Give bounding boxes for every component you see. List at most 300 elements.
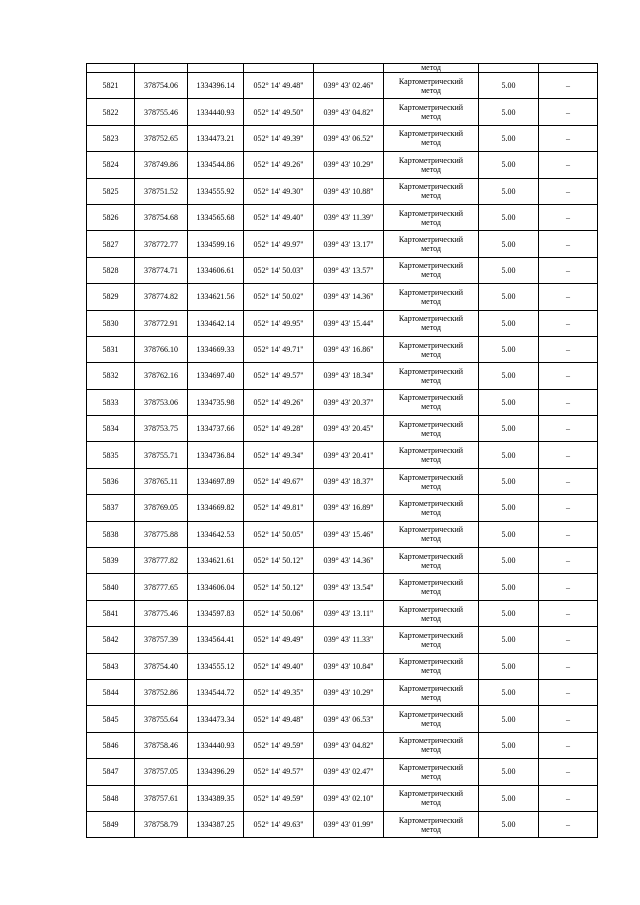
- cell-longitude: 039° 43' 14.36": [314, 284, 384, 310]
- coordinates-table: [86, 63, 598, 838]
- cell-longitude: 039° 43' 20.41": [314, 442, 384, 468]
- method-text-line2: метод: [421, 375, 441, 385]
- method-text-line2: метод: [421, 402, 441, 412]
- cell-x: 378753.06: [135, 389, 188, 415]
- cell-point-number: 5823: [87, 125, 135, 151]
- cell-point-number: 5840: [87, 574, 135, 600]
- cell-longitude: 039° 43' 14.36": [314, 548, 384, 574]
- cell-latitude: 052° 14' 49.48": [244, 706, 314, 732]
- method-text-line1: Картометрический: [398, 815, 464, 825]
- cell-description: –: [539, 548, 598, 574]
- cell-x: 378754.68: [135, 204, 188, 230]
- cell-description: –: [539, 759, 598, 785]
- cell-x: 378752.86: [135, 679, 188, 705]
- cell-latitude: 052° 14' 50.02": [244, 284, 314, 310]
- cell-accuracy: 5.00: [479, 521, 539, 547]
- cell-description: –: [539, 125, 598, 151]
- table-row: [87, 574, 598, 600]
- cell-latitude: 052° 14' 49.50": [244, 99, 314, 125]
- cell-accuracy: 5.00: [479, 811, 539, 837]
- cell-accuracy: 5.00: [479, 706, 539, 732]
- cell-longitude: 039° 43' 02.47": [314, 759, 384, 785]
- cell-y: 1334396.14: [188, 73, 244, 99]
- cell-x: 378751.52: [135, 178, 188, 204]
- cell-accuracy: 5.00: [479, 99, 539, 125]
- cell-x: 378755.46: [135, 99, 188, 125]
- method-text-line2: метод: [421, 63, 441, 72]
- cell-y: 1334737.66: [188, 416, 244, 442]
- method-text-line2: метод: [421, 191, 441, 201]
- cell-accuracy: 5.00: [479, 759, 539, 785]
- method-text-line2: метод: [421, 824, 441, 834]
- cell-point-number: 5831: [87, 336, 135, 362]
- cell-accuracy: 5.00: [479, 495, 539, 521]
- cell-x: 378777.65: [135, 574, 188, 600]
- cell-latitude: 052° 14' 49.35": [244, 679, 314, 705]
- cell-latitude: 052° 14' 49.97": [244, 231, 314, 257]
- cell-point-number: 5825: [87, 178, 135, 204]
- cell-latitude: 052° 14' 50.06": [244, 600, 314, 626]
- cell-x: 378758.46: [135, 732, 188, 758]
- cell-latitude: 052° 14' 49.30": [244, 178, 314, 204]
- method-text-line2: метод: [421, 85, 441, 95]
- method-text-line2: метод: [421, 455, 441, 465]
- cell-y: 1334621.56: [188, 284, 244, 310]
- method-text-line1: Картометрический: [398, 208, 464, 218]
- cell-x: 378753.75: [135, 416, 188, 442]
- cell-description: –: [539, 204, 598, 230]
- cell-y: 1334387.25: [188, 811, 244, 837]
- cell-longitude: 039° 43' 15.44": [314, 310, 384, 336]
- cell-longitude: 039° 43' 10.29": [314, 679, 384, 705]
- table-row: [87, 468, 598, 494]
- cell-y: 1334735.98: [188, 389, 244, 415]
- cell-accuracy: 5.00: [479, 257, 539, 283]
- cell-description: –: [539, 679, 598, 705]
- cell-point-number: 5844: [87, 679, 135, 705]
- cell-latitude: 052° 14' 49.59": [244, 732, 314, 758]
- method-text-line2: метод: [421, 798, 441, 808]
- cell-latitude: 052° 14' 49.48": [244, 73, 314, 99]
- method-text-line1: Картометрический: [398, 103, 464, 113]
- cell-y: 1334642.53: [188, 521, 244, 547]
- cell-y: 1334606.04: [188, 574, 244, 600]
- method-text-line1: Картометрический: [398, 736, 464, 746]
- cell-point-number: 5826: [87, 204, 135, 230]
- cell-longitude: 039° 43' 06.52": [314, 125, 384, 151]
- cell-point-number: 5832: [87, 363, 135, 389]
- cell-y: 1334669.33: [188, 336, 244, 362]
- cell-x: 378775.88: [135, 521, 188, 547]
- cell-description: –: [539, 600, 598, 626]
- cell-method: [384, 99, 479, 125]
- cell-y: 1334555.92: [188, 178, 244, 204]
- cell-point-number: 5827: [87, 231, 135, 257]
- cell-x: 378758.79: [135, 811, 188, 837]
- method-text-line1: Картометрический: [398, 683, 464, 693]
- cell-method: [384, 785, 479, 811]
- method-text-line1: Картометрический: [398, 287, 464, 297]
- cell-method: [384, 336, 479, 362]
- cell-description: –: [539, 178, 598, 204]
- table-row: [87, 125, 598, 151]
- cell-y: 1334389.35: [188, 785, 244, 811]
- cell-description: –: [539, 99, 598, 125]
- cell-accuracy: [479, 64, 539, 73]
- cell-method: [384, 125, 479, 151]
- cell-latitude: 052° 14' 49.39": [244, 125, 314, 151]
- method-text-line1: Картометрический: [398, 182, 464, 192]
- cell-latitude: 052° 14' 50.12": [244, 574, 314, 600]
- cell-description: –: [539, 363, 598, 389]
- cell-point-number: 5830: [87, 310, 135, 336]
- cell-latitude: 052° 14' 49.63": [244, 811, 314, 837]
- cell-method: [384, 178, 479, 204]
- cell-longitude: 039° 43' 02.46": [314, 73, 384, 99]
- cell-latitude: 052° 14' 49.28": [244, 416, 314, 442]
- cell-description: –: [539, 310, 598, 336]
- cell-method: [384, 204, 479, 230]
- table-row: [87, 310, 598, 336]
- cell-point-number: [87, 64, 135, 73]
- method-text-line1: Картометрический: [398, 155, 464, 165]
- table-row: [87, 416, 598, 442]
- cell-method: [384, 732, 479, 758]
- cell-accuracy: 5.00: [479, 732, 539, 758]
- cell-description: –: [539, 495, 598, 521]
- table-row: [87, 284, 598, 310]
- cell-point-number: 5848: [87, 785, 135, 811]
- cell-latitude: 052° 14' 49.34": [244, 442, 314, 468]
- method-text-line2: метод: [421, 666, 441, 676]
- cell-accuracy: 5.00: [479, 178, 539, 204]
- table-row: [87, 99, 598, 125]
- table-body: [87, 64, 598, 838]
- cell-x: 378755.64: [135, 706, 188, 732]
- cell-longitude: 039° 43' 02.10": [314, 785, 384, 811]
- method-text-line1: Картометрический: [398, 446, 464, 456]
- cell-y: 1334440.93: [188, 732, 244, 758]
- cell-y: [188, 64, 244, 73]
- cell-latitude: 052° 14' 50.05": [244, 521, 314, 547]
- cell-x: 378777.82: [135, 548, 188, 574]
- cell-method: [384, 574, 479, 600]
- cell-accuracy: 5.00: [479, 548, 539, 574]
- cell-longitude: 039° 43' 10.29": [314, 152, 384, 178]
- cell-point-number: 5834: [87, 416, 135, 442]
- cell-y: 1334440.93: [188, 99, 244, 125]
- cell-longitude: 039° 43' 13.54": [314, 574, 384, 600]
- cell-description: –: [539, 732, 598, 758]
- method-text-line2: метод: [421, 244, 441, 254]
- cell-description: –: [539, 442, 598, 468]
- method-text-line1: Картометрический: [398, 657, 464, 667]
- cell-method: [384, 442, 479, 468]
- method-text-line2: метод: [421, 613, 441, 623]
- cell-description: –: [539, 627, 598, 653]
- method-text-line1: Картометрический: [398, 630, 464, 640]
- cell-description: –: [539, 336, 598, 362]
- cell-method: [384, 627, 479, 653]
- cell-y: 1334642.14: [188, 310, 244, 336]
- cell-y: 1334597.83: [188, 600, 244, 626]
- cell-longitude: 039° 43' 13.11": [314, 600, 384, 626]
- method-text-line2: метод: [421, 138, 441, 148]
- cell-accuracy: 5.00: [479, 204, 539, 230]
- method-text-line2: метод: [421, 692, 441, 702]
- cell-method: [384, 759, 479, 785]
- method-text-line1: Картометрический: [398, 498, 464, 508]
- cell-y: 1334544.72: [188, 679, 244, 705]
- cell-description: –: [539, 231, 598, 257]
- method-text-line1: Картометрический: [398, 261, 464, 271]
- cell-x: 378774.82: [135, 284, 188, 310]
- cell-x: 378765.11: [135, 468, 188, 494]
- table-row: [87, 706, 598, 732]
- method-text-line2: метод: [421, 349, 441, 359]
- cell-point-number: 5847: [87, 759, 135, 785]
- cell-latitude: 052° 14' 49.95": [244, 310, 314, 336]
- cell-x: 378774.71: [135, 257, 188, 283]
- cell-description: –: [539, 152, 598, 178]
- table-row: [87, 178, 598, 204]
- table-row: [87, 442, 598, 468]
- cell-longitude: 039° 43' 10.84": [314, 653, 384, 679]
- table-row: [87, 653, 598, 679]
- cell-y: 1334473.21: [188, 125, 244, 151]
- cell-accuracy: 5.00: [479, 363, 539, 389]
- table-row: [87, 785, 598, 811]
- cell-y: 1334606.61: [188, 257, 244, 283]
- cell-description: –: [539, 706, 598, 732]
- method-text-line2: метод: [421, 639, 441, 649]
- table-row: [87, 679, 598, 705]
- table-row: [87, 732, 598, 758]
- continued-row: [87, 64, 598, 73]
- cell-accuracy: 5.00: [479, 416, 539, 442]
- cell-y: 1334473.34: [188, 706, 244, 732]
- cell-method: [384, 653, 479, 679]
- cell-method: [384, 679, 479, 705]
- method-text-line2: метод: [421, 719, 441, 729]
- cell-accuracy: 5.00: [479, 653, 539, 679]
- method-text-line1: Картометрический: [398, 604, 464, 614]
- method-text-line2: метод: [421, 428, 441, 438]
- cell-x: 378754.40: [135, 653, 188, 679]
- cell-description: [539, 64, 598, 73]
- method-text-line2: метод: [421, 481, 441, 491]
- method-text-line2: метод: [421, 296, 441, 306]
- method-text-line2: метод: [421, 507, 441, 517]
- table-row: [87, 204, 598, 230]
- cell-longitude: 039° 43' 13.57": [314, 257, 384, 283]
- cell-latitude: 052° 14' 49.81": [244, 495, 314, 521]
- cell-method: [384, 706, 479, 732]
- cell-latitude: [244, 64, 314, 73]
- cell-accuracy: 5.00: [479, 442, 539, 468]
- cell-description: –: [539, 73, 598, 99]
- cell-point-number: 5842: [87, 627, 135, 653]
- cell-accuracy: 5.00: [479, 389, 539, 415]
- table-row: [87, 152, 598, 178]
- method-text-line1: Картометрический: [398, 314, 464, 324]
- cell-latitude: 052° 14' 49.40": [244, 653, 314, 679]
- cell-latitude: 052° 14' 50.12": [244, 548, 314, 574]
- cell-accuracy: 5.00: [479, 336, 539, 362]
- cell-point-number: 5833: [87, 389, 135, 415]
- cell-point-number: 5824: [87, 152, 135, 178]
- cell-method: [384, 257, 479, 283]
- cell-y: 1334564.41: [188, 627, 244, 653]
- table-row: [87, 627, 598, 653]
- cell-x: 378775.46: [135, 600, 188, 626]
- method-text-line1: Картометрический: [398, 393, 464, 403]
- table-row: [87, 548, 598, 574]
- cell-accuracy: 5.00: [479, 310, 539, 336]
- cell-method: [384, 416, 479, 442]
- cell-longitude: 039° 43' 16.86": [314, 336, 384, 362]
- cell-description: –: [539, 811, 598, 837]
- cell-x: 378757.61: [135, 785, 188, 811]
- cell-accuracy: 5.00: [479, 574, 539, 600]
- table-row: [87, 231, 598, 257]
- cell-y: 1334599.16: [188, 231, 244, 257]
- cell-point-number: 5828: [87, 257, 135, 283]
- cell-method: [384, 548, 479, 574]
- cell-latitude: 052° 14' 50.03": [244, 257, 314, 283]
- cell-longitude: 039° 43' 16.89": [314, 495, 384, 521]
- cell-method: [384, 73, 479, 99]
- cell-method: [384, 231, 479, 257]
- cell-y: 1334396.29: [188, 759, 244, 785]
- method-text-line2: метод: [421, 323, 441, 333]
- table-row: [87, 521, 598, 547]
- cell-latitude: 052° 14' 49.26": [244, 389, 314, 415]
- table-row: [87, 336, 598, 362]
- cell-longitude: 039° 43' 18.34": [314, 363, 384, 389]
- method-text-line1: Картометрический: [398, 578, 464, 588]
- method-text-line1: Картометрический: [398, 76, 464, 86]
- method-text-line1: Картометрический: [398, 551, 464, 561]
- cell-description: –: [539, 284, 598, 310]
- cell-x: 378757.39: [135, 627, 188, 653]
- cell-accuracy: 5.00: [479, 600, 539, 626]
- cell-longitude: 039° 43' 10.88": [314, 178, 384, 204]
- cell-accuracy: 5.00: [479, 231, 539, 257]
- cell-latitude: 052° 14' 49.59": [244, 785, 314, 811]
- cell-y: 1334736.84: [188, 442, 244, 468]
- cell-accuracy: 5.00: [479, 284, 539, 310]
- cell-description: –: [539, 521, 598, 547]
- cell-x: 378762.16: [135, 363, 188, 389]
- cell-description: –: [539, 257, 598, 283]
- cell-y: 1334697.40: [188, 363, 244, 389]
- cell-point-number: 5836: [87, 468, 135, 494]
- cell-accuracy: 5.00: [479, 73, 539, 99]
- method-text-line2: метод: [421, 771, 441, 781]
- method-text-line1: Картометрический: [398, 129, 464, 139]
- method-text-line1: Картометрический: [398, 472, 464, 482]
- cell-point-number: 5839: [87, 548, 135, 574]
- method-text-line2: метод: [421, 534, 441, 544]
- cell-longitude: 039° 43' 04.82": [314, 732, 384, 758]
- cell-accuracy: 5.00: [479, 785, 539, 811]
- cell-method: [384, 152, 479, 178]
- cell-point-number: 5822: [87, 99, 135, 125]
- cell-description: –: [539, 389, 598, 415]
- cell-x: 378749.86: [135, 152, 188, 178]
- cell-point-number: 5845: [87, 706, 135, 732]
- cell-y: 1334555.12: [188, 653, 244, 679]
- method-text-line2: метод: [421, 270, 441, 280]
- cell-method: [384, 811, 479, 837]
- cell-y: 1334669.82: [188, 495, 244, 521]
- cell-x: 378755.71: [135, 442, 188, 468]
- cell-point-number: 5849: [87, 811, 135, 837]
- table-row: [87, 389, 598, 415]
- cell-longitude: 039° 43' 01.99": [314, 811, 384, 837]
- method-text-line1: Картометрический: [398, 762, 464, 772]
- method-text-line1: Картометрический: [398, 366, 464, 376]
- cell-accuracy: 5.00: [479, 152, 539, 178]
- method-text-line2: метод: [421, 560, 441, 570]
- cell-longitude: 039° 43' 20.45": [314, 416, 384, 442]
- cell-description: –: [539, 653, 598, 679]
- cell-method: [384, 521, 479, 547]
- cell-point-number: 5838: [87, 521, 135, 547]
- table-row: [87, 495, 598, 521]
- cell-y: 1334621.61: [188, 548, 244, 574]
- cell-x: 378757.05: [135, 759, 188, 785]
- cell-point-number: 5829: [87, 284, 135, 310]
- cell-x: 378754.06: [135, 73, 188, 99]
- method-text-line2: метод: [421, 112, 441, 122]
- cell-point-number: 5837: [87, 495, 135, 521]
- cell-method: [384, 389, 479, 415]
- method-text-line1: Картометрический: [398, 789, 464, 799]
- cell-description: –: [539, 785, 598, 811]
- cell-y: 1334544.86: [188, 152, 244, 178]
- cell-method: [384, 64, 479, 73]
- cell-longitude: 039° 43' 11.39": [314, 204, 384, 230]
- cell-y: 1334565.68: [188, 204, 244, 230]
- cell-x: 378772.77: [135, 231, 188, 257]
- cell-latitude: 052° 14' 49.57": [244, 363, 314, 389]
- cell-x: 378769.05: [135, 495, 188, 521]
- method-text-line1: Картометрический: [398, 525, 464, 535]
- cell-description: –: [539, 416, 598, 442]
- cell-description: –: [539, 468, 598, 494]
- cell-method: [384, 363, 479, 389]
- cell-method: [384, 600, 479, 626]
- cell-method: [384, 284, 479, 310]
- cell-point-number: 5843: [87, 653, 135, 679]
- cell-longitude: 039° 43' 13.17": [314, 231, 384, 257]
- cell-longitude: [314, 64, 384, 73]
- cell-point-number: 5835: [87, 442, 135, 468]
- cell-latitude: 052° 14' 49.57": [244, 759, 314, 785]
- table-row: [87, 257, 598, 283]
- method-text-line2: метод: [421, 164, 441, 174]
- cell-accuracy: 5.00: [479, 468, 539, 494]
- cell-point-number: 5821: [87, 73, 135, 99]
- method-text-line2: метод: [421, 745, 441, 755]
- cell-y: 1334697.89: [188, 468, 244, 494]
- table-row: [87, 73, 598, 99]
- method-text-line1: Картометрический: [398, 235, 464, 245]
- table-row: [87, 759, 598, 785]
- table-row: [87, 600, 598, 626]
